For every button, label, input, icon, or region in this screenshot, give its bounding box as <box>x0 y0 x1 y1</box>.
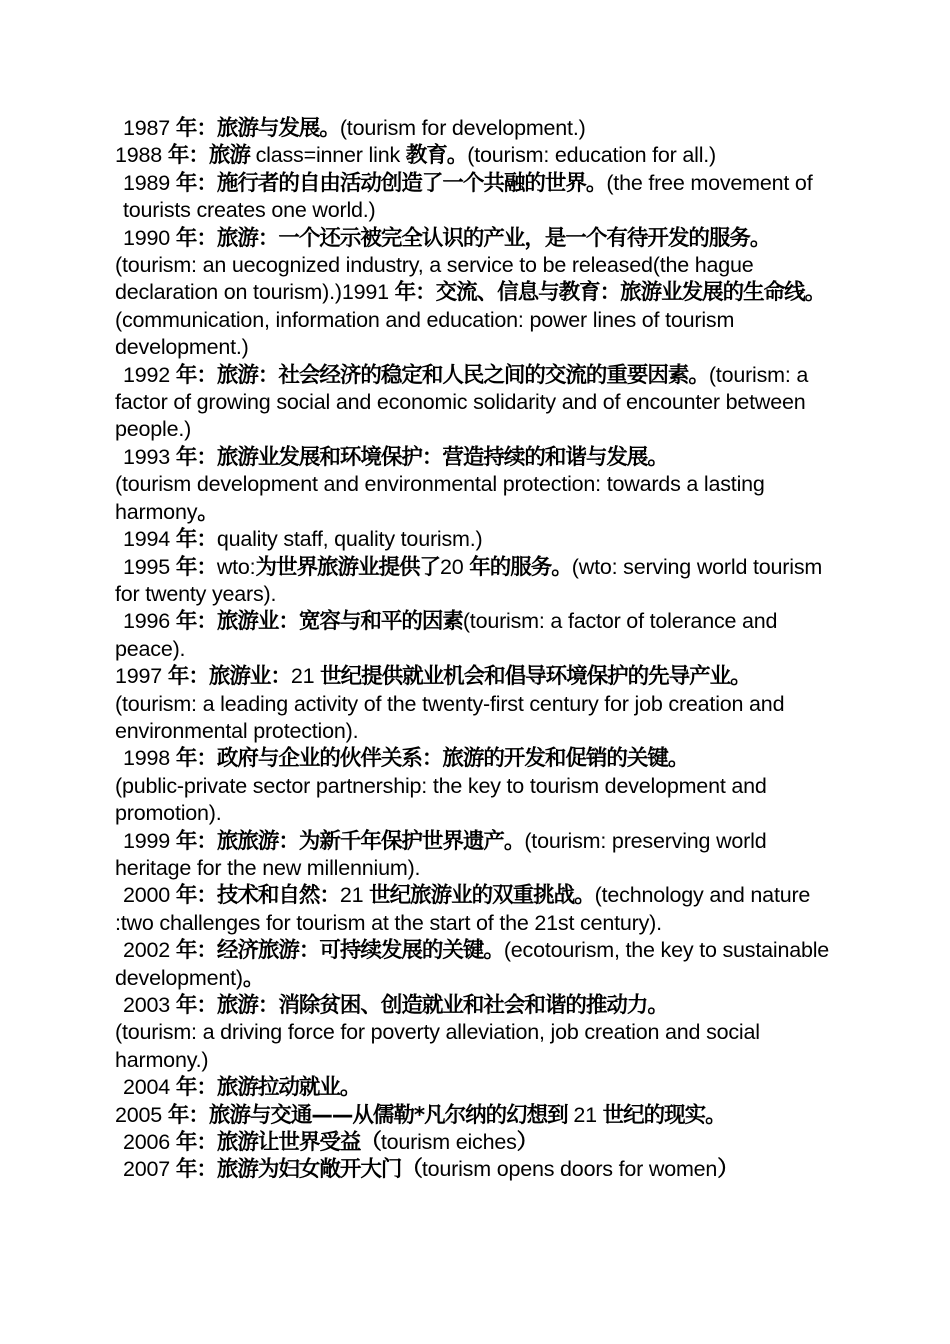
entry-1998 <box>115 745 845 827</box>
entry-theme-en: tourism opens doors for women <box>421 1157 718 1182</box>
entry-theme-en: (ecotourism, the key to sustainable development) <box>115 938 830 990</box>
entry-theme-cn: 旅游让世界受益（ <box>216 1130 381 1156</box>
entry-year: 1991 <box>341 280 389 305</box>
entry-theme-cn: 经济旅游：可持续发展的关键。 <box>216 938 504 964</box>
entry-theme-cn-2: 世纪的现实。 <box>602 1102 726 1128</box>
entry-theme-cn: 施行者的自由活动创造了一个共融的世界。 <box>216 170 607 196</box>
entry-year: 1992 <box>123 362 171 387</box>
entry-theme-en: (technology and nature :two challenges for tourism at the start of the 21st century). <box>115 883 811 935</box>
entry-1990-1991 <box>115 225 845 362</box>
entry-theme-cn: 旅游与发展。 <box>216 116 340 141</box>
entry-theme-cn: 交流、信息与教育：旅游业发展的生命线。 <box>435 280 826 306</box>
entry-year: 1993 <box>123 444 171 469</box>
entry-year: 2003 <box>123 993 171 1017</box>
year-suffix: 年： <box>175 828 217 854</box>
entry-1989 <box>115 170 845 225</box>
entry-year: 2007 <box>123 1157 171 1182</box>
entry-punct: 。 <box>197 499 218 525</box>
year-suffix: 年： <box>175 938 217 964</box>
document-body <box>115 115 845 1184</box>
year-suffix: 年： <box>175 527 217 553</box>
entry-theme-en: (communication, information and education: power lines of tourism development.) <box>115 307 735 360</box>
entry-year: 1998 <box>123 746 171 771</box>
entry-theme-cn: 旅游业发展和环境保护：营造持续的和谐与发展。 <box>216 444 668 470</box>
entry-theme-en: (the free movement of tourists creates one world.) <box>123 170 813 223</box>
entry-1999 <box>115 828 845 883</box>
entry-1995 <box>115 554 845 609</box>
entry-1993 <box>115 444 845 526</box>
entry-2005 <box>115 1102 845 1129</box>
entry-theme-en: (tourism: a leading activity of the twenty-first century for job creation and environmental protection). <box>115 691 785 743</box>
entry-1994 <box>115 526 845 553</box>
entry-year: 2005 <box>115 1102 163 1127</box>
year-suffix: 年： <box>175 993 217 1018</box>
entry-theme-cn-2: 世纪提供就业机会和倡导环境保护的先导产业。 <box>320 664 751 690</box>
entry-year: 2002 <box>123 938 171 963</box>
entry-year: 2004 <box>123 1075 171 1100</box>
year-suffix: 年： <box>175 746 217 772</box>
entry-theme-cn: 旅游为妇女敞开大门（ <box>216 1157 422 1183</box>
entry-theme-en: (tourism: a driving force for poverty alleviation, job creation and social harmony.) <box>115 1020 760 1072</box>
entry-punct: ） <box>516 1130 538 1156</box>
entry-theme-en: tourism eiches <box>380 1130 517 1155</box>
entry-theme-en: quality staff, quality tourism.) <box>216 527 483 552</box>
entry-inline-number: 20 <box>439 554 470 579</box>
year-suffix: 年： <box>175 225 217 251</box>
entry-year: 1995 <box>123 554 171 579</box>
entry-year: 1999 <box>123 828 171 853</box>
entry-1988 <box>115 142 845 169</box>
entry-inline-number: 21 <box>567 1102 603 1127</box>
entry-theme-cn: 旅游 <box>208 143 250 169</box>
entry-inline-number: 21 <box>290 664 321 689</box>
entry-2002 <box>115 937 845 992</box>
year-suffix: 年： <box>175 1075 217 1101</box>
entry-year: 1988 <box>115 143 163 168</box>
entry-year: 1989 <box>123 170 171 195</box>
entry-theme-cn: 旅游拉动就业。 <box>216 1075 361 1101</box>
entry-theme-en: (public-private sector partnership: the key to tourism development and promotion). <box>115 773 767 826</box>
entry-inline-text: wto: <box>216 554 256 579</box>
entry-theme-cn: 旅游：一个还示被完全认识的产业，是一个有待开发的服务。 <box>216 225 771 251</box>
entry-theme-en: (tourism development and environmental protection: towards a lasting harmony <box>115 472 765 524</box>
entry-theme-cn: 技术和自然： <box>216 883 340 909</box>
year-suffix: 年： <box>175 362 217 388</box>
year-suffix: 年： <box>175 1130 217 1156</box>
entry-theme-en: (tourism: an uecognized industry, a service to be released(the hague declaration on tourism).) <box>115 253 754 305</box>
year-suffix: 年： <box>167 143 209 169</box>
year-suffix: 年： <box>175 609 217 635</box>
year-suffix: 年： <box>175 554 217 580</box>
entry-theme-en: (tourism for development.) <box>339 116 586 140</box>
entry-1997 <box>115 663 845 745</box>
entry-theme-cn-2: 年的服务。 <box>469 554 572 580</box>
entry-2004 <box>115 1074 845 1101</box>
entry-theme-cn: 旅游与交通——从儒勒*凡尔纳的幻想到 <box>208 1102 568 1128</box>
year-suffix: 年： <box>175 444 217 470</box>
entry-1992 <box>115 362 845 444</box>
entry-theme-cn-2: 世纪旅游业的双重挑战。 <box>369 883 595 909</box>
entry-theme-en: (tourism: preserving world heritage for the new millennium). <box>115 828 767 880</box>
entry-year: 1994 <box>123 527 171 552</box>
entry-theme-en: (wto: serving world tourism for twenty years). <box>115 554 823 606</box>
entry-punct: 。 <box>242 965 264 991</box>
year-suffix: 年： <box>175 1157 217 1183</box>
entry-theme-en: (tourism: a factor of tolerance and peace). <box>115 609 778 661</box>
year-suffix: 年： <box>175 883 217 909</box>
entry-1996 <box>115 608 845 663</box>
entry-year: 1990 <box>123 225 171 250</box>
entry-2007 <box>115 1156 845 1183</box>
entry-2006 <box>115 1129 845 1156</box>
entry-1987 <box>115 115 845 142</box>
entry-theme-cn: 为世界旅游业提供了 <box>255 554 440 580</box>
entry-theme-cn: 旅游业： <box>208 664 291 690</box>
entry-year: 1996 <box>123 609 171 634</box>
entry-year: 1997 <box>115 664 163 689</box>
entry-theme-cn: 旅游：消除贫困、创造就业和社会和谐的推动力。 <box>216 993 668 1018</box>
entry-theme-en: (tourism: a factor of growing social and economic solidarity and of encounter between people.) <box>115 362 809 442</box>
entry-year: 2006 <box>123 1130 171 1155</box>
year-suffix: 年： <box>175 170 217 196</box>
entry-year: 2000 <box>123 883 171 908</box>
year-suffix: 年： <box>167 1102 209 1128</box>
entry-punct: ） <box>717 1157 738 1183</box>
entry-theme-cn-2: 教育。 <box>405 143 468 169</box>
entry-theme-cn: 旅游：社会经济的稳定和人民之间的交流的重要因素。 <box>216 362 709 388</box>
entry-year: 1987 <box>123 116 171 140</box>
entry-theme-cn: 政府与企业的伙伴关系：旅游的开发和促销的关键。 <box>216 746 689 772</box>
entry-theme-cn: 旅旅游：为新千年保护世界遗产。 <box>216 828 525 854</box>
entry-2003 <box>115 992 845 1074</box>
entry-2000 <box>115 882 845 937</box>
year-suffix: 年： <box>175 116 217 141</box>
entry-theme-en: (tourism: education for all.) <box>467 143 717 168</box>
year-suffix: 年： <box>394 280 436 306</box>
year-suffix: 年： <box>167 664 209 690</box>
entry-inline-number: 21 <box>339 883 370 908</box>
entry-theme-cn: 旅游业：宽容与和平的因素 <box>216 609 463 635</box>
entry-inline-text: class=inner link <box>249 143 406 168</box>
